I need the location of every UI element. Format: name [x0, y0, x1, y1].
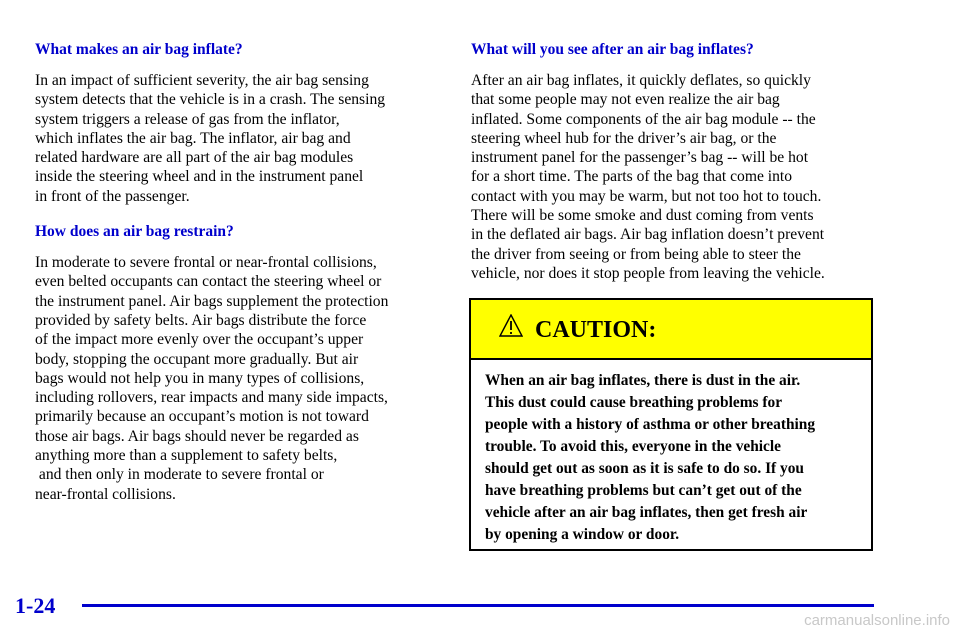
- text-line: including rollovers, rear impacts and many side impacts,: [35, 389, 388, 407]
- text-line: by opening a window or door.: [485, 526, 680, 543]
- text-line: the instrument panel. Air bags supplement the protection: [35, 292, 389, 310]
- text-line: the driver from seeing or from being able to steer the: [471, 245, 801, 263]
- text-line: system triggers a release of gas from the inflator,: [35, 110, 340, 128]
- footer-rule: [82, 604, 874, 607]
- text-line: of the impact more evenly over the occupant’s upper: [35, 331, 364, 349]
- text-line: inflated. Some components of the air bag module -- the: [471, 110, 816, 128]
- left-column: [35, 40, 440, 520]
- text-line: After an air bag inflates, it quickly deflates, so quickly: [471, 72, 811, 89]
- warning-triangle-icon: [499, 314, 523, 338]
- caution-text: [485, 370, 865, 546]
- caution-title: CAUTION:: [535, 317, 657, 343]
- text-line: near-frontal collisions.: [35, 485, 176, 503]
- text-line: even belted occupants can contact the steering wheel or: [35, 273, 382, 291]
- paragraph-restrain: [35, 253, 440, 504]
- page-number: 1-24: [15, 593, 56, 618]
- caution-header: [471, 300, 871, 360]
- text-line: which inflates the air bag. The inflator, air bag and: [35, 129, 351, 147]
- text-line: contact with you may be warm, but not too hot to touch.: [471, 187, 822, 205]
- text-line: primarily because an occupant’s motion is not toward: [35, 408, 369, 426]
- text-line: This dust could cause breathing problems for: [485, 394, 783, 411]
- text-line: trouble. To avoid this, everyone in the vehicle: [485, 438, 781, 455]
- text-line: and then only in moderate to severe frontal or: [35, 466, 324, 484]
- heading-after-inflates: What will you see after an air bag inflates?: [471, 41, 754, 58]
- text-line: in the deflated air bags. Air bag inflation doesn’t prevent: [471, 226, 825, 244]
- right-column: [471, 40, 876, 299]
- text-line: inside the steering wheel and in the instrument panel: [35, 168, 364, 186]
- text-line: In moderate to severe frontal or near-frontal collisions,: [35, 254, 377, 272]
- text-line: There will be some smoke and dust coming from vents: [471, 207, 814, 225]
- text-line: When an air bag inflates, there is dust in the air.: [485, 372, 801, 389]
- text-line: vehicle, nor does it stop people from leaving the vehicle.: [471, 264, 825, 282]
- text-line: system detects that the vehicle is in a crash. The sensing: [35, 91, 386, 109]
- text-line: instrument panel for the passenger’s bag -- will be hot: [471, 149, 809, 167]
- text-line: have breathing problems but can’t get out of the: [485, 482, 802, 499]
- text-line: provided by safety belts. Air bags distribute the force: [35, 311, 367, 329]
- watermark: carmanualsonline.info: [804, 612, 950, 629]
- paragraph-after-inflates: [471, 71, 876, 283]
- text-line: that some people may not even realize the air bag: [471, 91, 780, 109]
- text-line: in front of the passenger.: [35, 187, 190, 205]
- text-line: those air bags. Air bags should never be regarded as: [35, 427, 359, 445]
- text-line: bags would not help you in many types of collisions,: [35, 369, 365, 387]
- text-line: people with a history of asthma or other breathing: [485, 416, 816, 433]
- text-line: for a short time. The parts of the bag that come into: [471, 168, 793, 186]
- text-line: vehicle after an air bag inflates, then get fresh air: [485, 504, 808, 521]
- text-line: body, stopping the occupant more gradually. But air: [35, 350, 359, 368]
- paragraph-inflate: [35, 71, 440, 206]
- text-line: related hardware are all part of the air bag modules: [35, 149, 354, 167]
- caution-box: [469, 298, 873, 551]
- text-line: steering wheel hub for the driver’s air bag, or the: [471, 129, 777, 147]
- text-line: In an impact of sufficient severity, the air bag sensing: [35, 72, 369, 89]
- heading-air-bag-inflate: What makes an air bag inflate?: [35, 41, 243, 58]
- heading-air-bag-restrain: How does an air bag restrain?: [35, 223, 234, 241]
- text-line: should get out as soon as it is safe to do so. If you: [485, 460, 804, 477]
- text-line: anything more than a supplement to safety belts,: [35, 447, 338, 465]
